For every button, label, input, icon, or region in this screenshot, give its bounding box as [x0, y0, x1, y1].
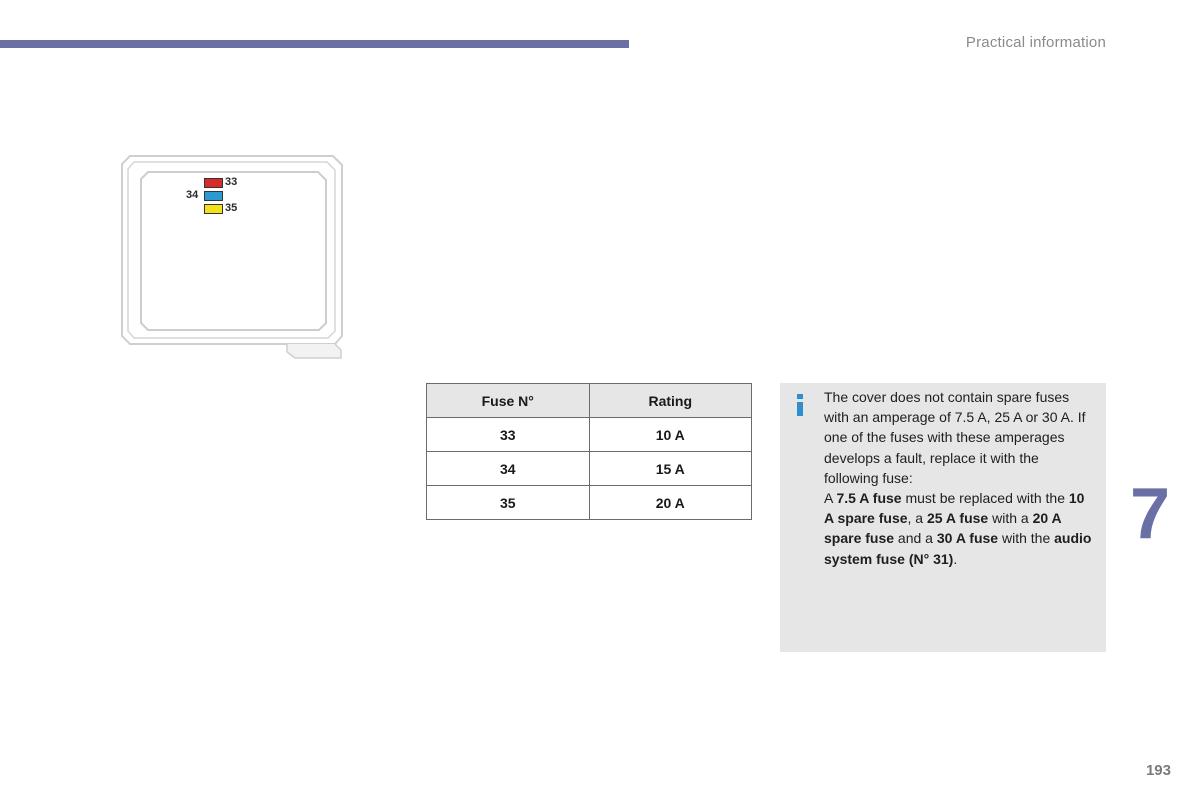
table-row	[427, 486, 752, 520]
fuse-33-chip	[204, 178, 223, 188]
info-bold-run: 30 A fuse	[936, 530, 999, 547]
fuse-number-cell: 35	[427, 486, 590, 520]
fuse-34-label: 34	[186, 189, 199, 201]
page-number: 193	[1145, 762, 1171, 779]
table-row	[427, 452, 752, 486]
fuse-34-chip	[204, 191, 223, 201]
fuse-rating-table	[426, 383, 752, 520]
fuse-35-label: 35	[225, 202, 238, 214]
info-bold-run: 10 A spare fuse	[824, 490, 1085, 527]
header-accent-bar	[0, 40, 629, 48]
fuse-box-diagram	[121, 155, 345, 360]
info-text-run: .	[953, 550, 958, 567]
info-text-run: A	[824, 490, 837, 507]
header-fuse-number: Fuse N°	[427, 384, 590, 418]
info-text-run: and a	[894, 530, 937, 547]
info-note-box	[780, 383, 1106, 652]
table-header-row	[427, 384, 752, 418]
fuse-33-label: 33	[225, 176, 238, 188]
info-bold-run: 20 A spare fuse	[824, 510, 1062, 547]
info-icon	[797, 394, 805, 416]
table-row	[427, 418, 752, 452]
info-paragraph-1: The cover does not contain spare fuses with an amperage of 7.5 A, 25 A or 30 A. If one of the fuses with these amperages develops a fault, replace it with the following fuse:	[824, 389, 1086, 486]
section-title: Practical information	[965, 34, 1106, 51]
rating-cell: 10 A	[589, 418, 752, 452]
info-note-text	[824, 387, 1096, 569]
info-text-run: must be replaced with the	[901, 490, 1069, 507]
rating-cell: 20 A	[589, 486, 752, 520]
chapter-number: 7	[1130, 474, 1171, 554]
fuse-number-cell: 33	[427, 418, 590, 452]
info-text-run: , a	[907, 510, 927, 527]
info-bold-run: 7.5 A fuse	[836, 490, 902, 507]
rating-cell: 15 A	[589, 452, 752, 486]
fuse-35-chip	[204, 204, 223, 214]
info-text-run: with the	[998, 530, 1055, 547]
info-bold-run: audio system fuse (N° 31)	[824, 530, 1092, 567]
fuse-number-cell: 34	[427, 452, 590, 486]
header-rating: Rating	[589, 384, 752, 418]
info-text-run: with a	[988, 510, 1033, 527]
info-bold-run: 25 A fuse	[926, 510, 989, 527]
